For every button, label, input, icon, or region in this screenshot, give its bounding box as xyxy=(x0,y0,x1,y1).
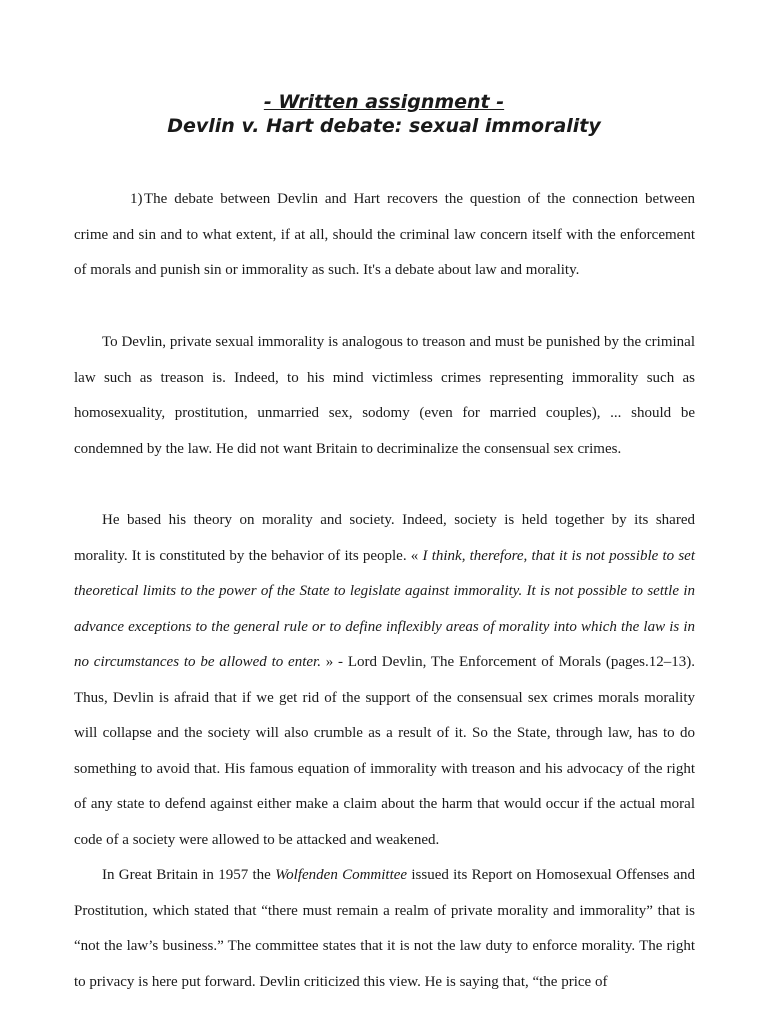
paragraph-3 xyxy=(74,503,695,858)
paragraph-number: 1) xyxy=(130,191,143,207)
paragraph-1 xyxy=(74,182,695,289)
title-line-1: - Written assignment - xyxy=(263,91,505,113)
paragraph-4-text-after: issued its Report on Homosexual Offenses and Prostitution, which stated that “there must remain a realm of private morality and immorality” that is “not the law’s business.” The committee states that it is not the law duty to enforce morality. The right to privacy is here put forward. Devlin criticized this view. He is saying that, “the price of xyxy=(74,867,695,990)
paragraph-2-text: To Devlin, private sexual immorality is analogous to treason and must be punished by the criminal law such as treason is. Indeed, to his mind victimless crimes representing immorality such as homosexuality, prostitution, unmarried sex, sodomy (even for married couples), ... should be condemned by the law. He did not want Britain to decriminalize the consensual sex crimes. xyxy=(74,334,695,457)
title-line-2: Devlin v. Hart debate: sexual immorality xyxy=(167,115,601,137)
paragraph-2 xyxy=(74,325,695,467)
committee-name: Wolfenden Committee xyxy=(275,867,408,883)
devlin-quote: I think, therefore, that it is not possible to set theoretical limits to the power of the State to legislate against immorality. It is not possible to settle in advance exceptions to the general rule or to define inflexibly areas of morality into which the law is in no circumstances to be allowed to enter. xyxy=(74,547,695,670)
paragraph-3-text-before: He based his theory on morality and society. Indeed, society is held together by its shared morality. It is constituted by the behavior of its people. « xyxy=(74,512,695,564)
paragraph-1-text: The debate between Devlin and Hart recovers the question of the connection between crime and sin and to what extent, if at all, should the criminal law concern itself with the enforcement of morals and punish sin or immorality as such. It's a debate about law and morality. xyxy=(74,191,695,278)
title-block xyxy=(0,90,768,138)
paragraph-4-text-before: In Great Britain in 1957 the xyxy=(102,867,276,883)
paragraph-4 xyxy=(74,858,695,1000)
paragraph-3-text-after: » - Lord Devlin, The Enforcement of Morals (pages.12–13). Thus, Devlin is afraid that if we get rid of the support of the consensual sex crimes morals morality will collapse and the society will also crumble as a result of it. So the State, through law, has to do something to avoid that. His famous equation of immorality with treason and his advocacy of the right of any state to defend against either make a claim about the harm that would occur if the actual moral code of a society were allowed to be attacked and weakened. xyxy=(74,654,696,848)
